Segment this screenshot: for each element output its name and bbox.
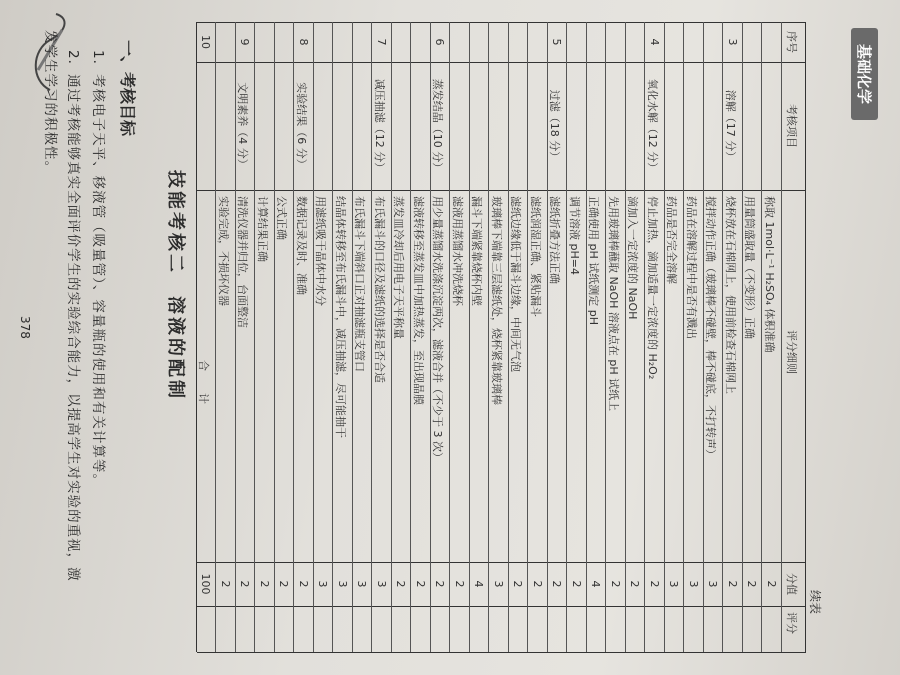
row-points: 2 — [219, 580, 232, 588]
section-heading: 一、考核目标 — [118, 40, 137, 137]
row-divider — [742, 22, 743, 652]
row-criteria: 布氏漏斗的口径及滤纸的选择是否合适 — [373, 196, 386, 383]
row-item: 溶解（17 分） — [724, 89, 737, 163]
row-divider — [450, 22, 451, 652]
row-seq: 4 — [648, 38, 661, 46]
table-border — [197, 62, 806, 63]
row-criteria: 用少量蒸馏水洗涤沉淀两次，滤液合并（不少于 3 次） — [431, 196, 445, 463]
row-points: 3 — [492, 580, 505, 588]
row-divider — [586, 22, 587, 652]
row-points: 2 — [277, 580, 291, 588]
row-points: 2 — [726, 580, 739, 588]
row-points: 2 — [648, 580, 661, 588]
table-border — [197, 22, 806, 23]
row-criteria: 停止加热，滴加适量一定浓度的 H₂O₂ — [646, 196, 659, 380]
table-border — [197, 606, 806, 607]
header-score: 评分 — [785, 612, 798, 634]
paragraph-2: 2．通过考核能够真实全面评价学生的实验综合能力，以提高学生对实验的重视，激 — [65, 50, 81, 582]
row-seq: 9 — [238, 38, 252, 46]
paragraph-2-continued: 发学生学习的积极性。 — [42, 30, 58, 175]
row-points: 3 — [336, 580, 349, 588]
header-criteria: 评分细则 — [785, 330, 798, 374]
row-criteria: 实验完成，不损坏仪器 — [217, 196, 230, 306]
row-divider — [567, 22, 568, 652]
row-criteria: 药品是否完全溶解 — [665, 196, 679, 284]
row-item: 文明素养（4 分） — [236, 82, 250, 170]
row-points: 2 — [453, 580, 466, 588]
row-seq: 8 — [297, 38, 310, 46]
row-points: 2 — [745, 580, 759, 588]
row-criteria: 蒸发皿冷却后用电子天平称量 — [392, 196, 406, 339]
continued-label: 续表 — [808, 590, 822, 615]
row-points: 4 — [472, 580, 486, 588]
row-points: 2 — [238, 580, 252, 588]
row-divider — [664, 22, 665, 652]
row-divider — [235, 22, 236, 652]
table-top-border — [805, 22, 806, 652]
row-divider — [762, 22, 763, 652]
row-seq: 10 — [199, 35, 213, 49]
row-points: 3 — [706, 580, 720, 588]
row-criteria: 正确使用 pH 试纸测定 pH — [587, 196, 601, 325]
row-divider — [508, 22, 509, 652]
row-divider — [255, 22, 256, 652]
row-points: 100 — [199, 573, 213, 595]
row-criteria: 计算结果正确 — [256, 196, 269, 262]
row-criteria: 药品在溶解过程中是否有溅出 — [685, 196, 698, 339]
table-border — [197, 652, 806, 653]
row-item: 实验结果（6 分） — [295, 82, 308, 170]
header-seq: 序号 — [785, 31, 798, 53]
row-criteria: 先用玻璃棒蘸取 NaOH 溶液点在 pH 试纸上 — [607, 196, 620, 412]
row-criteria: 滤纸折叠方法正确 — [548, 196, 562, 284]
row-divider — [469, 22, 470, 652]
row-divider — [274, 22, 275, 652]
row-divider — [391, 22, 392, 652]
row-criteria: 滴加入一定浓度的 NaOH — [626, 196, 640, 320]
page-number: 378 — [18, 316, 32, 339]
row-divider — [372, 22, 373, 652]
row-criteria: 滤液转移至蒸发皿中加热蒸发，至出现晶膜 — [412, 196, 425, 405]
book-title: 基础化学 — [851, 28, 878, 120]
row-points: 3 — [687, 580, 700, 588]
row-divider — [723, 22, 724, 652]
row-item: 蒸发结晶（10 分） — [431, 78, 445, 174]
row-points: 2 — [550, 580, 564, 588]
row-criteria: 用滤纸吸干晶体中水分 — [314, 196, 328, 306]
row-criteria: 滤液用蒸馏水冲洗烧杯 — [451, 196, 464, 306]
section-title: 技能考核二 溶液的配制 — [165, 170, 186, 401]
row-points: 3 — [667, 580, 681, 588]
row-divider — [606, 22, 607, 652]
row-divider — [216, 22, 217, 652]
row-divider — [781, 22, 782, 652]
header-points: 分值 — [785, 573, 798, 595]
row-divider — [489, 22, 490, 652]
row-criteria: 烧杯放在石棉网上，使用前检查石棉网上 — [724, 196, 737, 394]
row-divider — [411, 22, 412, 652]
row-criteria: 滤纸边缘低于漏斗边缘，中间无气泡 — [509, 196, 523, 372]
row-points: 2 — [531, 580, 544, 588]
row-seq: 3 — [726, 38, 739, 46]
row-item: 减压抽滤（12 分） — [373, 78, 386, 174]
row-criteria: 调节溶液 pH=4 — [568, 196, 581, 275]
header-item: 考核项目 — [785, 104, 798, 148]
row-divider — [703, 22, 704, 652]
row-points: 2 — [570, 580, 583, 588]
row-divider — [313, 22, 314, 652]
paragraph-1: 1．考核电子天平、移液管（吸量管）、容量瓶的使用和有关计算等。 — [90, 50, 106, 488]
row-points: 3 — [375, 580, 388, 588]
row-item: 过滤（18 分） — [548, 89, 562, 163]
row-divider — [684, 22, 685, 652]
row-divider — [430, 22, 431, 652]
row-criteria: 布氏漏斗下端斜口正对抽滤瓶支管口 — [353, 196, 367, 372]
row-criteria: 称取 1mol·L⁻¹ H₂SO₄ 体积准确 — [763, 196, 776, 353]
row-seq: 7 — [375, 38, 388, 46]
row-item: 氧化水解（12 分） — [646, 78, 659, 174]
row-points: 2 — [258, 580, 271, 588]
table-border — [197, 190, 806, 191]
row-divider — [528, 22, 529, 652]
row-criteria: 清洗仪器并归位，台面整洁 — [236, 196, 250, 328]
row-points: 3 — [316, 580, 330, 588]
row-seq: 5 — [550, 38, 564, 46]
row-points: 3 — [355, 580, 369, 588]
row-criteria: 用量筒盛取量（不变形）正确 — [743, 196, 757, 339]
row-points: 2 — [511, 580, 525, 588]
row-divider — [625, 22, 626, 652]
row-points: 2 — [297, 580, 310, 588]
row-points: 2 — [414, 580, 427, 588]
row-points: 4 — [589, 580, 603, 588]
row-divider — [352, 22, 353, 652]
row-criteria: 公式正确 — [275, 196, 289, 240]
row-seq: 6 — [433, 38, 447, 46]
row-criteria: 玻璃棒下端靠三层滤纸处，烧杯紧靠玻璃棒 — [490, 196, 503, 405]
row-criteria: 合 计 — [197, 360, 211, 404]
row-divider — [333, 22, 334, 652]
row-criteria: 数据记录及时、准确 — [295, 196, 308, 295]
row-points: 2 — [765, 580, 778, 588]
row-points: 2 — [609, 580, 622, 588]
row-points: 2 — [394, 580, 408, 588]
table-bottom-border — [196, 22, 197, 652]
row-criteria: 漏斗下端紧靠烧杯内壁 — [470, 196, 484, 306]
row-divider — [547, 22, 548, 652]
row-criteria: 结晶体转移至布氏漏斗中，减压抽滤，尽可能抽干 — [334, 196, 347, 438]
row-criteria: 搅拌动作正确（玻璃棒不碰壁，棒不碰底，不打转声） — [704, 196, 718, 460]
row-divider — [645, 22, 646, 652]
row-criteria: 滤纸润湿正确、紧贴漏斗 — [529, 196, 542, 317]
row-points: 2 — [433, 580, 447, 588]
row-points: 2 — [628, 580, 642, 588]
row-divider — [294, 22, 295, 652]
